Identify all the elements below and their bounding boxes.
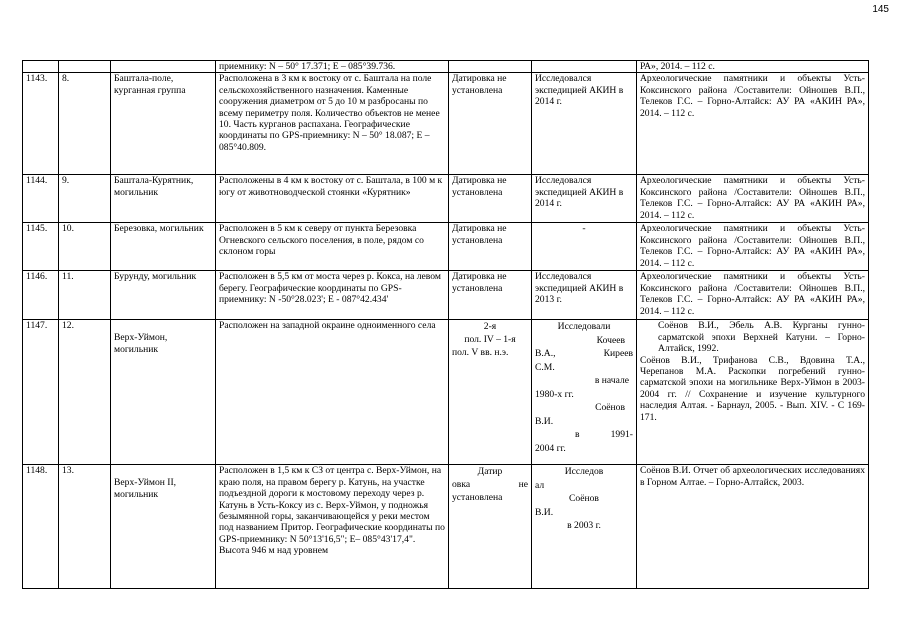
site-name-cell: Верх-Уймон, могильник	[111, 320, 216, 465]
dating-cell: Датировка не установлена	[449, 223, 532, 271]
literature-cell: Археологические памятники и объекты Усть-Коксинского района /Составители: Ойношев В.П., Телеков Г.С. – Горно-Алтайск: АУ РА «АКИН РА», 2014. – 112 с.	[637, 73, 869, 175]
sequence-number-cell: 12.	[59, 320, 111, 465]
site-name-cell: Баштала-поле, курганная группа	[111, 73, 216, 175]
literature-cell: Археологические памятники и объекты Усть-Коксинского района /Составители: Ойношев В.П., Телеков Г.С. – Горно-Алтайск: АУ РА «АКИН РА», 2014. – 112 с.	[637, 175, 869, 223]
registry-number-cell: 1144.	[23, 175, 59, 223]
dating-cell	[449, 61, 532, 73]
sequence-number-cell	[59, 61, 111, 73]
table-row	[23, 73, 869, 175]
literature-cell: Соёнов В.И., Эбель А.В. Курганы гунно-сарматской эпохи Верхней Катуни. – Горно-Алтайск, 1992. Соёнов В.И., Трифанова С.В., Вдовина Т.А., Черепанов М.А. Раскопки погребений гунно-сарматской эпохи на могильнике Верх-Уймон в 2003-2004 гг. // Сохранение и изучение культурного наследия Алтая. - Барнаул, 2005. - Вып. XIV. - С 169-171.	[637, 320, 869, 465]
location-cell: Расположен в 5,5 км от моста через р. Кокса, на левом берегу. Географические координаты по GPS-приемнику: N -50°28.023'; Е - 087°42.434'	[216, 271, 449, 320]
literature-cell: Археологические памятники и объекты Усть-Коксинского района /Составители: Ойношев В.П., Телеков Г.С. – Горно-Алтайск: АУ РА «АКИН РА», 2014. – 112 с.	[637, 223, 869, 271]
table-row	[23, 175, 869, 223]
dating-cell: Датировка не установлена	[449, 175, 532, 223]
literature-cell: Археологические памятники и объекты Усть-Коксинского района /Составители: Ойношев В.П., Телеков Г.С. – Горно-Алтайск: АУ РА «АКИН РА», 2014. – 112 с.	[637, 271, 869, 320]
location-cell: Расположен на западной окраине одноименного села	[216, 320, 449, 465]
research-cell: -	[532, 223, 637, 271]
location-cell: приемнику: N – 50° 17.371; Е – 085°39.736.	[216, 61, 449, 73]
research-cell: Исследовали Кочеев В.А., Киреев С.М. в начале 1980-х гг. Соёнов В.И. в 1991- 2004 гг.	[532, 320, 637, 465]
dating-cell: 2-я пол. IV – 1-я пол. V вв. н.э.	[449, 320, 532, 465]
location-cell: Расположен в 5 км к северу от пункта Березовка Огневского сельского поселения, в поле, рядом со склоном горы	[216, 223, 449, 271]
literature-cell: Соёнов В.И. Отчет об археологических исследованиях в Горном Алтае. – Горно-Алтайск, 2003.	[637, 465, 869, 589]
literature-cell: РА», 2014. – 112 с.	[637, 61, 869, 73]
dating-cell: Датировка не установлена	[449, 73, 532, 175]
table-row	[23, 61, 869, 73]
dating-cell: Датировка не установлена	[449, 271, 532, 320]
registry-number-cell: 1148.	[23, 465, 59, 589]
research-cell: Исследовался экспедицией АКИН в 2014 г.	[532, 175, 637, 223]
page-number: 145	[872, 4, 889, 15]
registry-number-cell: 1143.	[23, 73, 59, 175]
sequence-number-cell: 13.	[59, 465, 111, 589]
location-cell: Расположена в 3 км к востоку от с. Баштала на поле сельскохозяйственного назначения. Каменные сооружения диаметром от 5 до 10 м разбросаны по всему периметру поля. Количество объектов не менее 10. Часть курганов распахана. Географические координаты по GPS-приемнику: N – 50° 18.087; Е – 085°40.809.	[216, 73, 449, 175]
registry-number-cell: 1147.	[23, 320, 59, 465]
research-cell: Исследов ал Соёнов В.И. в 2003 г.	[532, 465, 637, 589]
sequence-number-cell: 9.	[59, 175, 111, 223]
sequence-number-cell: 8.	[59, 73, 111, 175]
research-cell: Исследовался экспедицией АКИН в 2014 г.	[532, 73, 637, 175]
dating-cell: Датир овка не установлена	[449, 465, 532, 589]
site-name-cell: Бурунду, могильник	[111, 271, 216, 320]
location-cell: Расположены в 4 км к востоку от с. Баштала, в 100 м к югу от животноводческой стоянки «Курятник»	[216, 175, 449, 223]
table-row	[23, 465, 869, 589]
table-row	[23, 320, 869, 465]
site-name-cell: Верх-Уймон II, могильник	[111, 465, 216, 589]
registry-number-cell	[23, 61, 59, 73]
sequence-number-cell: 10.	[59, 223, 111, 271]
research-cell: Исследовался экспедицией АКИН в 2013 г.	[532, 271, 637, 320]
monument-register-table	[22, 60, 869, 589]
registry-number-cell: 1146.	[23, 271, 59, 320]
site-name-cell: Баштала-Курятник, могильник	[111, 175, 216, 223]
table-row	[23, 271, 869, 320]
site-name-cell	[111, 61, 216, 73]
site-name-cell: Березовка, могильник	[111, 223, 216, 271]
sequence-number-cell: 11.	[59, 271, 111, 320]
table-row	[23, 223, 869, 271]
research-cell	[532, 61, 637, 73]
registry-number-cell: 1145.	[23, 223, 59, 271]
location-cell: Расположен в 1,5 км к СЗ от центра с. Верх-Уймон, на краю поля, на правом берегу р. Катунь, на участке подъездной дороги к мостовому переходу через р. Катунь в Усть-Коксу из с. Верх-Уймон, у подножья безымянной горы, заканчивающейся у реки местом под названием Притор. Географические координаты по GPS-приемнику: N 50°13'16,5"; Е– 085°43'17,4". Высота 946 м над уровнем	[216, 465, 449, 589]
